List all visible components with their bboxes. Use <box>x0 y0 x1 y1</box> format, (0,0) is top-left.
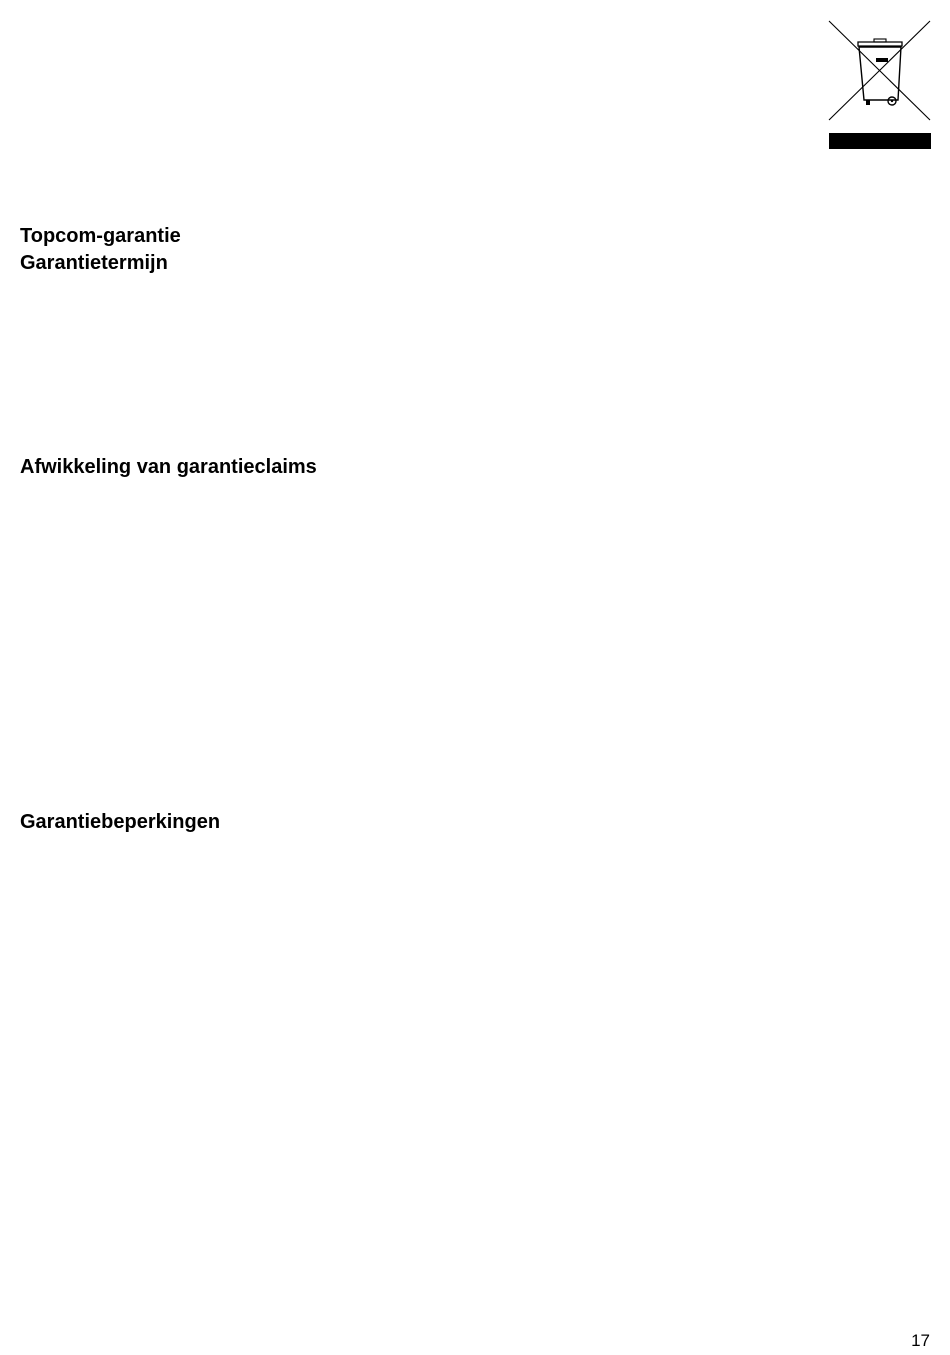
crossed-out-wheelie-bin-icon <box>828 20 931 150</box>
heading-garantiebeperkingen: Garantiebeperkingen <box>20 811 221 833</box>
heading-garantietermijn: Garantietermijn <box>20 252 168 274</box>
heading-topcom-garantie: Topcom-garantie <box>20 225 181 247</box>
page-number: 17 <box>911 1331 930 1350</box>
heading-afwikkeling-garantieclaims: Afwikkeling van garantieclaims <box>20 456 317 478</box>
